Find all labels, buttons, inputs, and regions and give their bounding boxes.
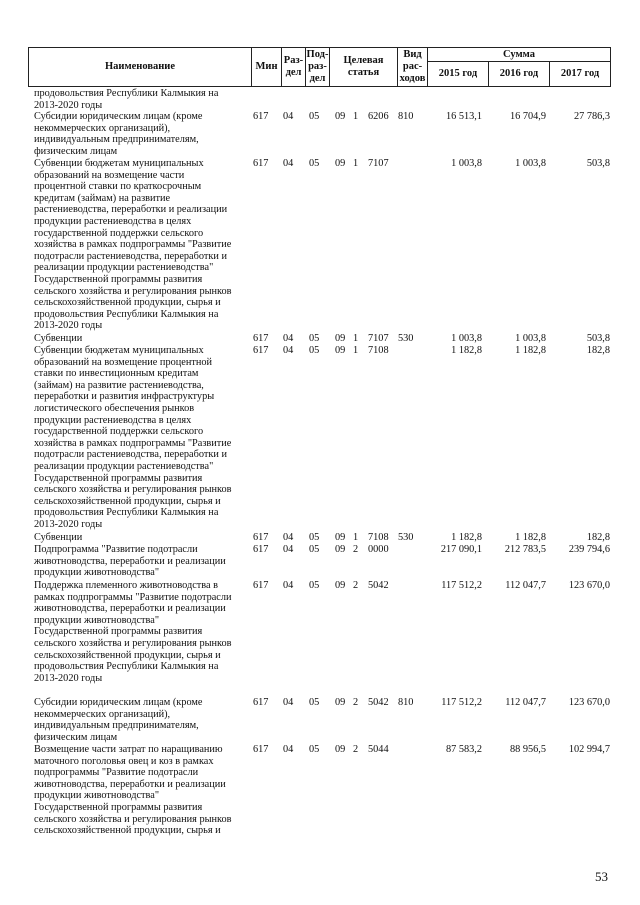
cell-podrazdel: 05 (309, 333, 320, 344)
cell-statya-program: 09 (335, 544, 346, 555)
cell-sum-2016: 112 047,7 (505, 697, 546, 708)
cell-sum-2017: 123 670,0 (568, 697, 610, 708)
row-name: Субсидии юридическим лицам (кроме некоммерческих организаций), индивидуальным предпринимателям, физическим лицам (34, 111, 203, 157)
cell-statya-subprogram: 1 (353, 111, 359, 122)
cell-min: 617 (253, 345, 269, 356)
cell-sum-2015: 87 583,2 (445, 744, 482, 755)
cell-min: 617 (253, 544, 269, 555)
header-2015: 2015 год (428, 62, 489, 87)
row-name: Возмещение части затрат по наращиванию маточного поголовья овец и коз в рамках подпрограммы "Развитие подотрасли животноводства, переработки и реализации продукции животноводства" Государственной программы развития сельского хозяйства и регулирования рынков сельскохозяйственной продукции, сырья и (34, 744, 232, 837)
cell-statya-program: 09 (335, 532, 346, 543)
cell-statya-code: 5042 (368, 697, 389, 708)
cell-razdel: 04 (283, 580, 294, 591)
cell-statya-program: 09 (335, 744, 346, 755)
cell-sum-2015: 16 513,1 (445, 111, 482, 122)
cell-statya-subprogram: 1 (353, 532, 359, 543)
cell-statya-subprogram: 2 (353, 580, 359, 591)
cell-razdel: 04 (283, 158, 294, 169)
cell-podrazdel: 05 (309, 111, 320, 122)
cell-min: 617 (253, 744, 269, 755)
cell-statya-code: 5042 (368, 580, 389, 591)
cell-podrazdel: 05 (309, 158, 320, 169)
cell-statya-code: 5044 (368, 744, 389, 755)
cell-podrazdel: 05 (309, 345, 320, 356)
cell-statya-subprogram: 1 (353, 333, 359, 344)
cell-sum-2016: 1 003,8 (515, 158, 546, 169)
cell-statya-program: 09 (335, 333, 346, 344)
cell-statya-subprogram: 2 (353, 744, 359, 755)
cell-statya-program: 09 (335, 580, 346, 591)
cell-statya-code: 7108 (368, 345, 389, 356)
row-name: Субвенции бюджетам муниципальных образований на возмещение части процентной ставки по краткосрочным кредитам (займам) на развитие растениеводства, переработки и реализации продукции растениеводства в целях государственной поддержки сельского хозяйства в рамках подпрограммы "Развитие подотрасли растениеводства, переработки и реализации продукции растениеводства" Государственной программы развития сельского хозяйства и регулирования рынков сельскохозяйственной продукции, сырья и продовольствия Республики Калмыкия на 2013-2020 годы (34, 158, 232, 332)
cell-razdel: 04 (283, 744, 294, 755)
cell-podrazdel: 05 (309, 544, 320, 555)
table-row (0, 158, 640, 333)
cell-sum-2015: 1 003,8 (451, 158, 482, 169)
cell-sum-2016: 16 704,9 (509, 111, 546, 122)
header-2016: 2016 год (489, 62, 550, 87)
table-row (0, 580, 640, 697)
cell-sum-2016: 112 047,7 (505, 580, 546, 591)
table-row (0, 333, 640, 345)
table-row (0, 697, 640, 744)
table-row (0, 111, 640, 158)
cell-podrazdel: 05 (309, 697, 320, 708)
row-name: Субвенции (34, 532, 83, 543)
cell-sum-2017: 503,8 (586, 158, 610, 169)
table-row (0, 744, 640, 838)
cell-sum-2015: 117 512,2 (441, 580, 482, 591)
cell-statya-code: 0000 (368, 544, 389, 555)
cell-vid: 530 (398, 532, 414, 543)
cell-vid: 530 (398, 333, 414, 344)
cell-min: 617 (253, 697, 269, 708)
table-body (0, 88, 640, 838)
cell-sum-2015: 217 090,1 (440, 544, 482, 555)
cell-sum-2017: 27 786,3 (573, 111, 610, 122)
cell-sum-2017: 503,8 (586, 333, 610, 344)
row-name: Поддержка племенного животноводства в рамках подпрограммы "Развитие подотрасли животноводства, переработки и реализации продукции животноводства" Государственной программы развития сельского хозяйства и регулирования рынков сельскохозяйственной продукции, сырья и продовольствия Республики Калмыкия на 2013-2020 годы (34, 580, 232, 684)
cell-sum-2015: 117 512,2 (441, 697, 482, 708)
cell-sum-2017: 102 994,7 (568, 744, 610, 755)
cell-podrazdel: 05 (309, 580, 320, 591)
cell-podrazdel: 05 (309, 532, 320, 543)
cell-min: 617 (253, 111, 269, 122)
cell-statya-program: 09 (335, 111, 346, 122)
cell-sum-2016: 1 003,8 (515, 333, 546, 344)
page-number: 53 (595, 869, 608, 884)
row-name: Подпрограмма "Развитие подотрасли животноводства, переработки и реализации продукции животноводства" (34, 544, 226, 579)
cell-statya-code: 6206 (368, 111, 389, 122)
table-row (0, 544, 640, 580)
header-2017: 2017 год (550, 62, 611, 87)
cell-sum-2016: 1 182,8 (515, 345, 546, 356)
cell-razdel: 04 (283, 111, 294, 122)
cell-razdel: 04 (283, 544, 294, 555)
header-summa: Сумма (428, 48, 611, 62)
table-row (0, 345, 640, 532)
header-vid-raskhodov: Вид рас- ходов (398, 48, 428, 87)
cell-sum-2017: 123 670,0 (568, 580, 610, 591)
cell-statya-code: 7107 (368, 158, 389, 169)
header-min: Мин (252, 48, 282, 87)
cell-sum-2015: 1 003,8 (451, 333, 482, 344)
row-name: Субвенции бюджетам муниципальных образований на возмещение процентной ставки по инвестиционным кредитам (займам) на развитие растениеводства, переработки и развития инфраструктуры логистического обеспечения рынков продукции растениеводства в целях государственной поддержки сельского хозяйства в рамках подпрограммы "Развитие подотрасли растениеводства, переработки и реализации продукции растениеводства" Государственной программы развития сельского хозяйства и регулирования рынков сельскохозяйственной продукции, сырья и продовольствия Республики Калмыкия на 2013-2020 годы (34, 345, 232, 530)
cell-razdel: 04 (283, 345, 294, 356)
cell-statya-subprogram: 2 (353, 544, 359, 555)
cell-min: 617 (253, 580, 269, 591)
cell-vid: 810 (398, 697, 414, 708)
cell-sum-2017: 182,8 (586, 532, 610, 543)
cell-sum-2017: 239 794,6 (568, 544, 610, 555)
cell-min: 617 (253, 532, 269, 543)
header-podrazdel: Под- раз- дел (306, 48, 330, 87)
cell-sum-2016: 1 182,8 (515, 532, 546, 543)
cell-statya-code: 7107 (368, 333, 389, 344)
cell-sum-2015: 1 182,8 (451, 532, 482, 543)
cell-sum-2015: 1 182,8 (451, 345, 482, 356)
cell-razdel: 04 (283, 333, 294, 344)
cell-razdel: 04 (283, 697, 294, 708)
cell-statya-subprogram: 2 (353, 697, 359, 708)
row-name: продовольствия Республики Калмыкия на 2013-2020 годы (34, 88, 219, 111)
cell-min: 617 (253, 333, 269, 344)
cell-razdel: 04 (283, 532, 294, 543)
cell-podrazdel: 05 (309, 744, 320, 755)
cell-sum-2017: 182,8 (586, 345, 610, 356)
cell-vid: 810 (398, 111, 414, 122)
cell-sum-2016: 88 956,5 (509, 744, 546, 755)
cell-statya-program: 09 (335, 345, 346, 356)
row-name: Субсидии юридическим лицам (кроме некоммерческих организаций), индивидуальным предпринимателям, физическим лицам (34, 697, 203, 743)
header-razdel: Раз- дел (282, 48, 306, 87)
cell-statya-subprogram: 1 (353, 345, 359, 356)
cell-statya-subprogram: 1 (353, 158, 359, 169)
header-name: Наименование (29, 48, 252, 87)
table-header (28, 47, 611, 87)
header-tselevaya-statya: Целевая статья (330, 48, 398, 87)
row-name: Субвенции (34, 333, 83, 344)
cell-statya-program: 09 (335, 158, 346, 169)
table-row (0, 88, 640, 111)
cell-statya-code: 7108 (368, 532, 389, 543)
table-row (0, 532, 640, 544)
cell-min: 617 (253, 158, 269, 169)
cell-statya-program: 09 (335, 697, 346, 708)
cell-sum-2016: 212 783,5 (504, 544, 546, 555)
